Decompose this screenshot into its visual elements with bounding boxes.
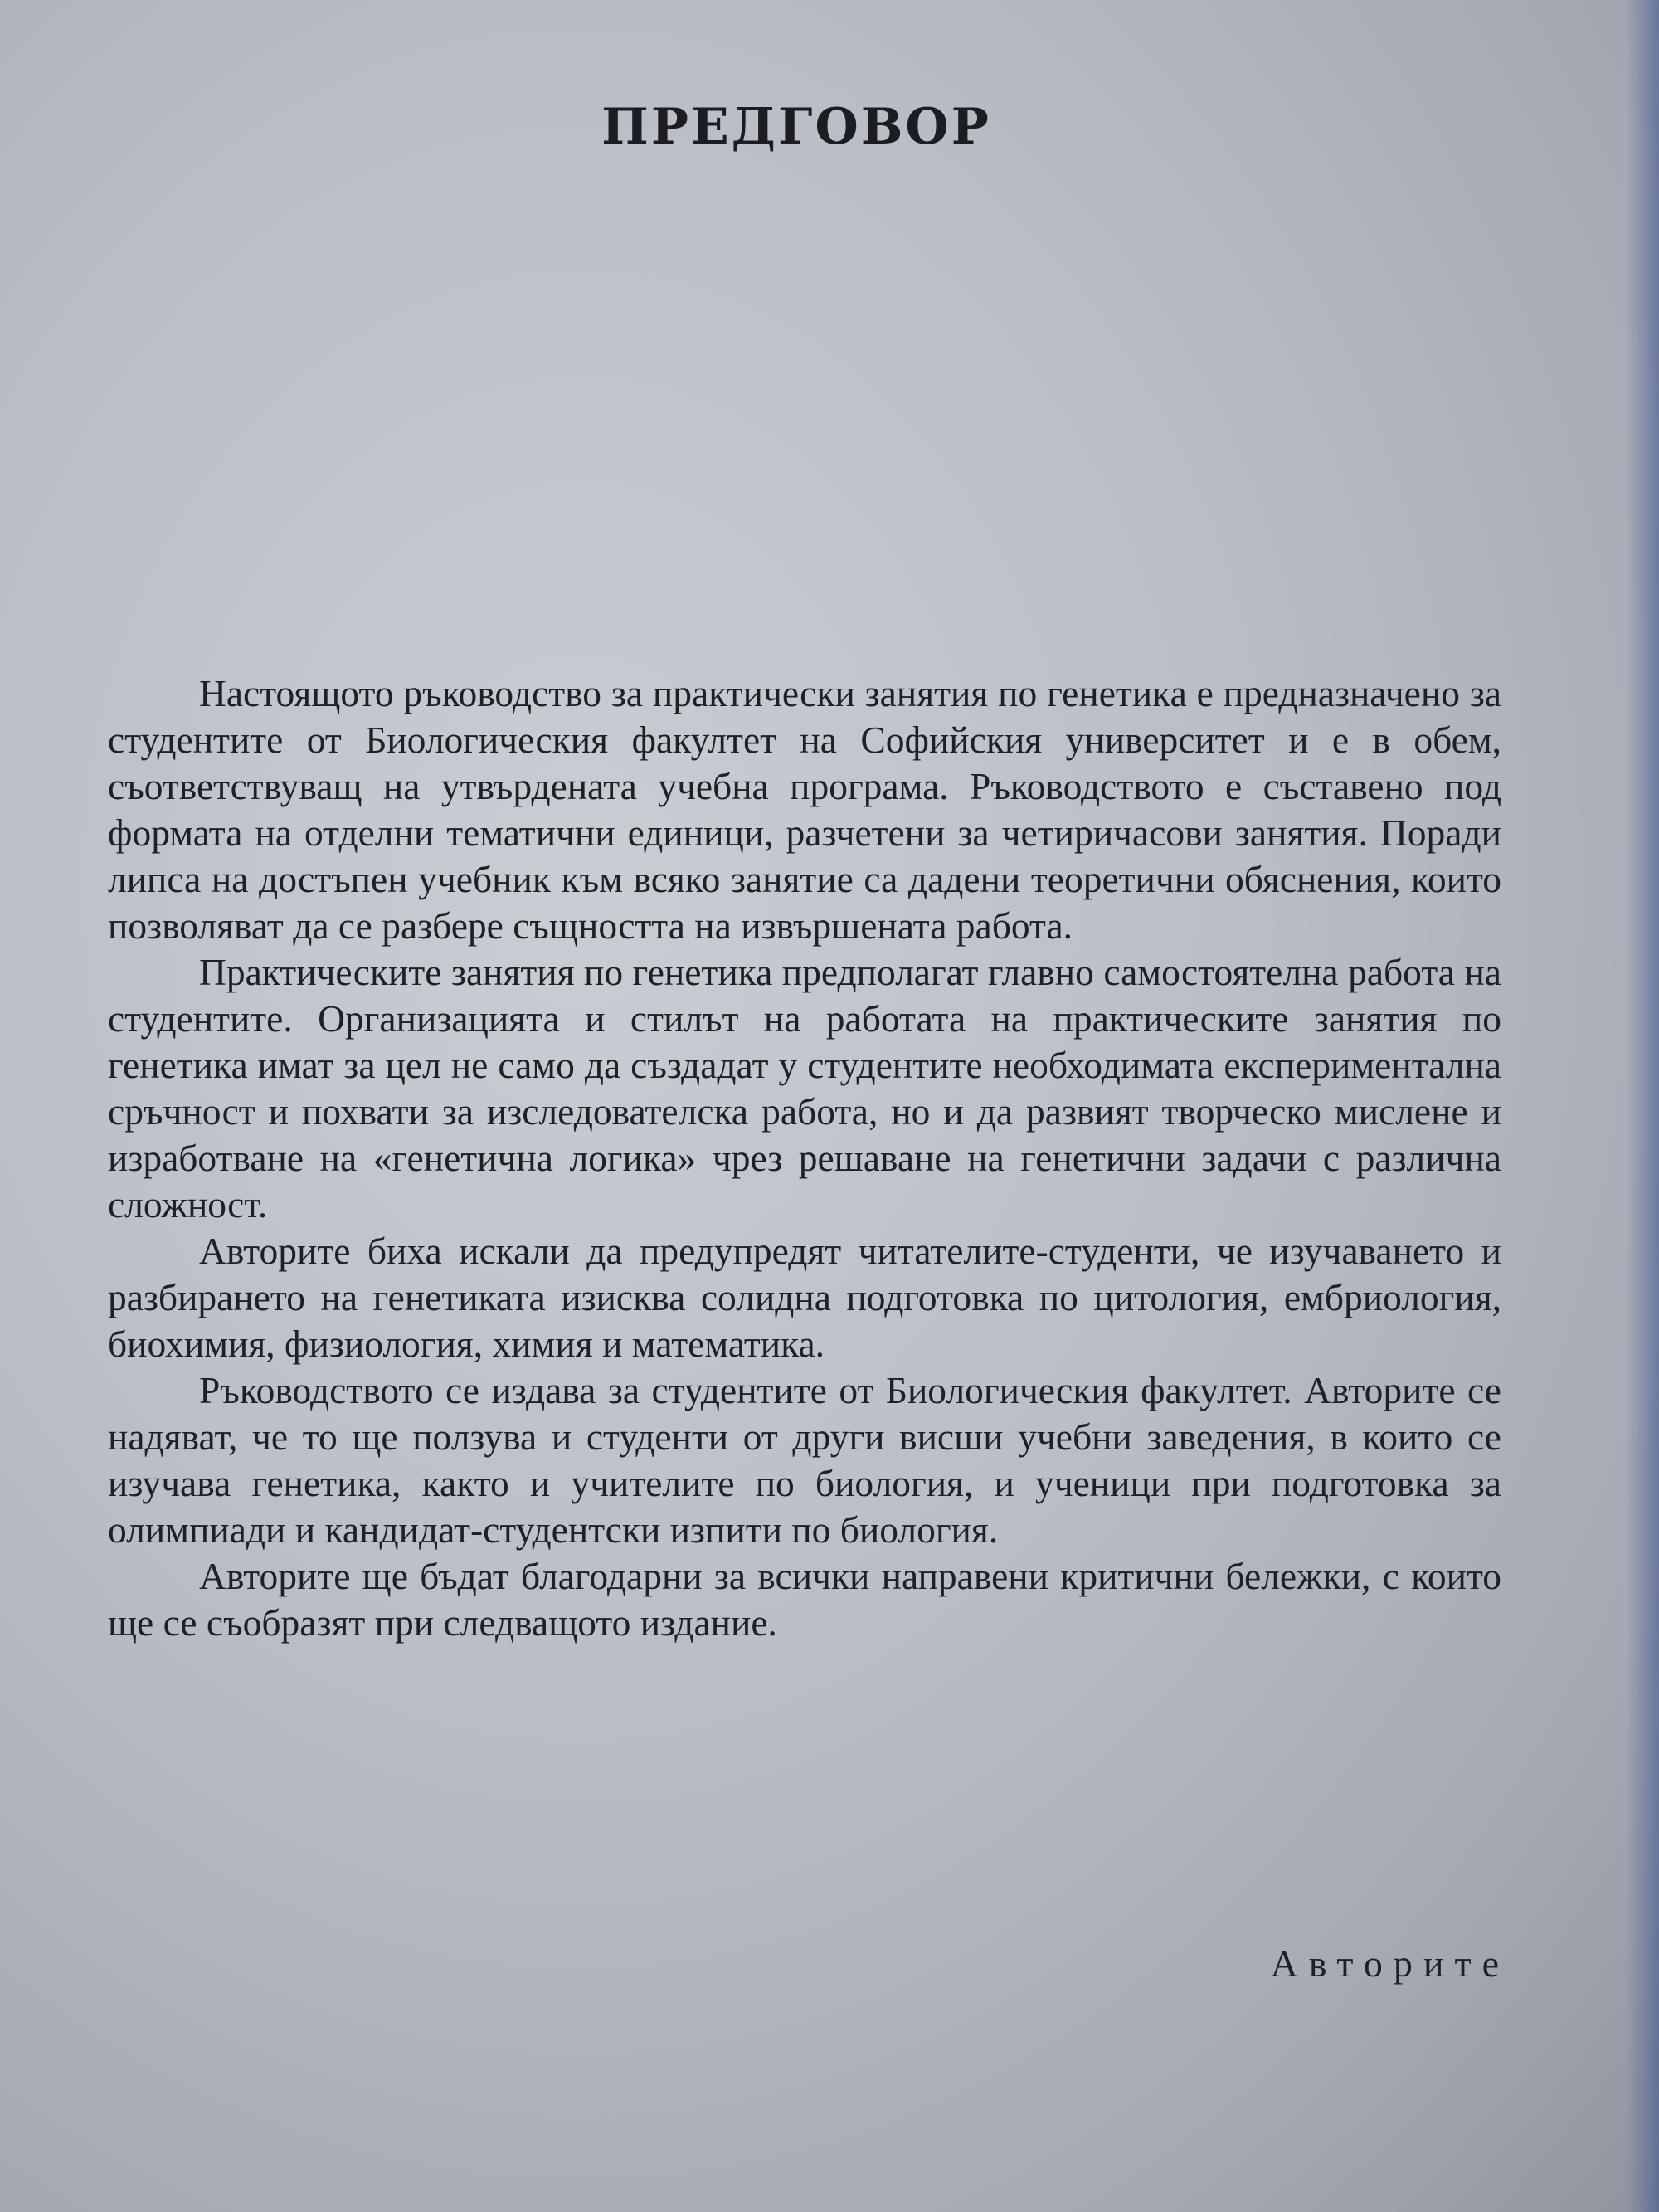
- paragraph: Практическите занятия по генетика предполагат главно самостоятелна работа на студентите. Организацията и стилът на работата на практическите занятия по генетика имат за цел не само да създадат у студентите необходимата експериментална сръчност и похвати за изследователска работа, но и да развият творческо мислене и изработване на «генетична логика» чрез решаване на генетични задачи с различна сложност.: [108, 951, 1501, 1225]
- paragraph: Ръководството се издава за студентите от Биологическия факултет. Авторите се надяват, че то ще ползува и студенти от други висши учебни заведения, в които се изучава генетика, както и учителите по биология, и ученици при подготовка за олимпиади и кандидат-студентски изпити по биология.: [108, 1369, 1501, 1551]
- paragraph: Авторите биха искали да предупредят читателите-студенти, че изучаването и разбирането на генетиката изисква солидна подготовка по цитология, ембриология, биохимия, физиология, химия и математика.: [108, 1230, 1501, 1365]
- paragraph: Авторите ще бъдат благодарни за всички направени критични бележки, с които ще се съобразят при следващото издание.: [108, 1555, 1501, 1644]
- authors-signature: Авторите: [1270, 1942, 1510, 1985]
- paragraph: Настоящото ръководство за практически занятия по генетика е предназначено за студентите от Биологическия факултет на Софийския университет и е в обем, съответствуващ на утвърдената учебна програма. Ръководството е съставено под формата на отделни тематични единици, разчетени за четиричасови занятия. Поради липса на достъпен учебник към всяко занятие са дадени теоретични обяснения, които позволяват да се разбере същността на извършената работа.: [108, 672, 1501, 947]
- page-title: ПРЕДГОВОР: [601, 98, 991, 156]
- preface-body: [108, 670, 1501, 1646]
